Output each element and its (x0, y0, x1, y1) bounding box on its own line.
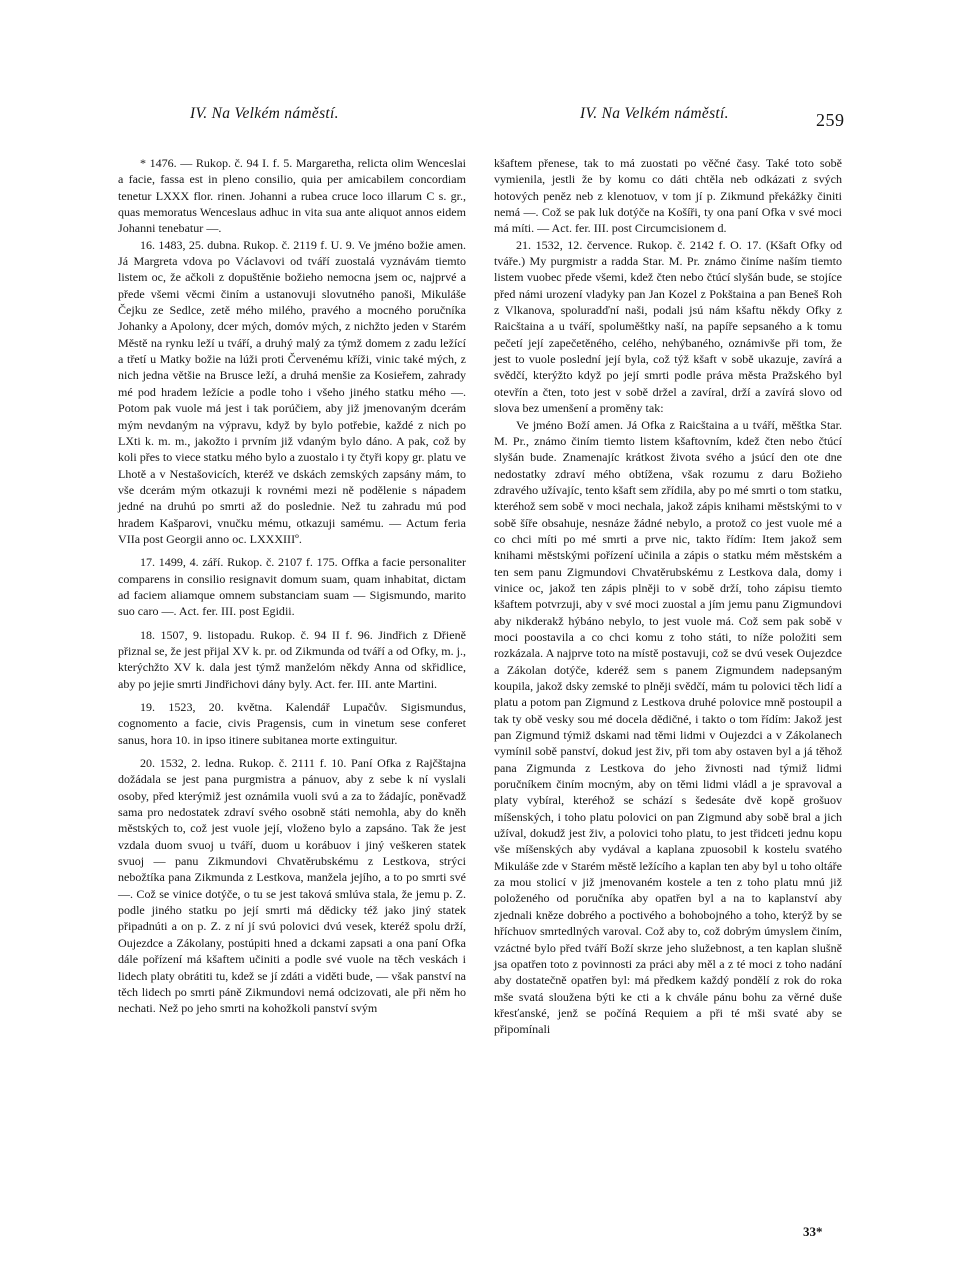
left-column (118, 155, 466, 1017)
entry-paragraph: 16. 1483, 25. dubna. Rukop. č. 2119 f. U. 9. Ve jméno božie amen. Já Margreta vdova po Václavovi od tváří zuostalá vyznávám tiemto listem oc, že ačkoli z dopuštěnie božieho nemocna jsem oc, najprvé a přede všemi věcmi činím a ustanovuji slovutného panoši, Mikuláše Čejku ze Sedlce, zetě mého milého, pravého a mocného poručníka Johanky a Apolony, dcer mých, domóv mých, z nichžto jeden v Starém Městě na rynku leží u tváří, a druhý malý za týmž domem z zadu ležící a třetí u Matky božie na lúži proti Červenému kříži, vinic také mých, z nich jedna většie na Brusce leží, a druhá menšie za Kosieřem, zahrady mé pod hradem ležície a podle toho i všeho jiného statku mého —. Potom pak vuole má jest i tak porúčiem, aby již jmenovaným dcerám mým nevdaným na výpravu, když by bylo potřebie, každé z nich po LXti k. m. m., jakožto i prvním již vdaným bylo dáno. A pak, což by koli přes to viece statku mého bylo a zuostalo i ty čtyři kopy gr. platu ve Lhotě a v Nestašovicích, kteréž ve dskách zemských zapsány mám, to vše dcerám mým otkazuji k rovnémi mezi ně podělenie s nápadem jedné na druhú po smrti až do poslednie. Než tu zahradu mú pod hradem Kašparovi, vnučku mému, otkazuji samému. — Actum feria VIIa post Georgii anno oc. LXXXIIIº. (118, 237, 466, 546)
entry-paragraph: 20. 1532, 2. ledna. Rukop. č. 2111 f. 10. Paní Ofka z Rajčštajna dožádala se jest pana purgmistra a pánuov, aby z sebe k ní vyslali osoby, před kterýmiž jest oznámila vuoli svú a za to žádajíc, poněvadž sama pro nedostatek zdraví svého osobně státi nemohla, aby do kněh městských to, což jest vuole její, vloženo bylo a zapsáno. Tak že jest vzdala duom svuoj u tváří, duom u korábuov i jiný veškeren statek svuoj — panu Zikmundovi Chvatěrubskému z Lestkova, strýci nebožtíka pana Zikmunda z Lestkova, manžela jejího, a to po smrti své —. Což se vinice dotýče, o tu se jest taková smlúva stala, že jemu p. Z. podle jiného statku po její smrti má dědicky též jako jiný statek připadnúti a on p. Z. z ní jí svú polovici dvú vesek, kteréž spolu drží, Oujezdce a Zákolany, postúpiti hned a dckami zapsati a ona paní Ofka dále pořízení má kšaftem učiniti a podle své vuole na těch veskách i lidech platy obrátiti tu, kdež se jí zdáti a viděti bude, — však panství na těch lidech po smrti páně Zikmundovi nemá odcizovati, ale při něm ho nechati. Než po jeho smrti na kohožkoli panství svým (118, 756, 466, 1016)
entry-paragraph: 18. 1507, 9. listopadu. Rukop. č. 94 II f. 96. Jindřich z Dřieně přiznal se, že jest přijal XV k. pr. od Zikmunda od tváří a od Ofky, m. j., kterýchžto XV k. dala jest týmž manželóm někdy Anna od skřidlice, aby po jejie smrti Jindřichovi dány byly. Act. fer. III. ante Martini. (118, 627, 466, 691)
entry-paragraph: 17. 1499, 4. září. Rukop. č. 2107 f. 175. Offka a facie personaliter comparens in consilio resignavit domum suam, quam inhabitat, dictam ad faciem aliamque omnem substanciam suam — Sigismundo, marito suo caro —. Act. fer. III. post Egidii. (118, 555, 466, 619)
entry-paragraph: Ve jméno Boží amen. Já Ofka z Raicštaina a u tváří, měštka Star. M. Pr., známo činím tiemto listem kšaftovním, kdež čten nebo čtúcí slyšán bude. Znamenajíc krátkost života svého a jsúcí den ote dne nedostatky zdraví mého obtížena, však rozumu z daru Božieho zdravého užívajíc, tento kšaft sem zřídila, aby po mé smrti o tom statku, kteréhož sem sobě v moci nechala, jakož zápis knihami městskými to v sobě šíře obsahuje, nesnáze žádné nebylo, a protož co jest vuole mé a co chci míti po mé smrti a prve nic, takto řídím: Item jakož sem knihami městskými pořízení učinila a zápis o statku mém městském a ten sem panu Zigmundovi Chvatěrubskému z Lestkova dala, domy i vinice oc, jakož ten zápis plněji to v sobě drží, toho zápisu tiemto kšaftem potvrzuji, aby v své moci zuostal a jím jemu panu Zigmundovi aby nikderakž hýbáno nebylo, to jest vuole má. Což sem pak sobě v moci poostavila a co chci komu z toho státi, to níže položiti sem rozkázala. A najprve toto na místě postavuji, což se dvú vesek Oujezdce a Zákolan dotýče, kderéž sem s panem Zigmundem nadepsaným koupila, jakož dsky zemské to plněji svědčí, mám tu polovici těch lidí a platu a potom pan Zigmund z Lestkova druhé polovice mně postoupil a tak ty obě vesky sou mé docela dědičné, i takto o tom řídím: Jakož jest pan Zigmund týmiž dskami nad těmi lidmi v Oujezdci a v Zákolanech vymínil sobě panství, dokud jest živ, při tom aby ostaven byl a já těhož pana Zigmunda z Lestkova do jeho živnosti nad týmiž lidmi poručníkem činím mocným, aby on těmi lidmi vládl a je spravoval a platy vybíral, kteréhož se schází s šedesáte dvě kopě grošuov míšenských, i toho platu polovici on pan Zigmund aby sobě bral a jich užíval, dokudž jest živ, a polovici toho platu, to jest třidceti jednu kopu vše míšenských aby vydával a kaplana zpuosobil k kostelu svatého Mikuláše zde v Starém městě ležícího a kaplan ten aby byl u toho oltáře za mou stolicí v již jmenovaném kostele a ten z toho platu mnú již položeného od poručníka aby opatřen byl a na to kaplanství aby zjednali kněze dobrého a poctivého a bohobojného a toho, kterýž by se hříchuov smrtedlných varoval. Což aby to, což dobrým úmyslem činím, vzáctné bylo před tváří Boží skrze jeho služebnost, a ten kaplan slušně jsa opatřen toto z povinnosti za práci aby měl a z té moci z toho nadání aby dostatečně opatřen byl: má předkem každý pondělí z rok do roka mše svatá sloužena býti ke cti a k chvále pánu bohu za věrné duše křesťanské, jenž se počíná Requiem a při té mši svaté aby se připomínali (494, 417, 842, 1037)
signature-mark: 33* (803, 1224, 823, 1239)
entry-paragraph: kšaftem přenese, tak to má zuostati po věčné časy. Také toto sobě vymienila, jestli že by komu co dáti chtěla neb odkázati z svých hotových peněz neb z klenotuov, v tom jí p. Zikmund překážky činiti nemá —. Což se pak luk dotýče na Košíři, ty ona paní Ofka v své moci má míti. — Act. fer. III. post Circumcisionem d. (494, 156, 842, 236)
entry-paragraph: 19. 1523, 20. května. Kalendář Lupačův. Sigismundus, cognomento a facie, civis Pragensis, cum in vinetum sese conferet sanus, hora 10. in ipso itinere subitanea morte extinguitur. (118, 700, 466, 747)
right-column (494, 155, 842, 1038)
running-header-right: IV. Na Velkém náměstí. (580, 105, 729, 122)
entry-paragraph: 21. 1532, 12. července. Rukop. č. 2142 f. O. 17. (Kšaft Ofky od tváře.) My purgmistr a radda Star. M. Pr. známo činíme naším tiemto listem vuobec přede všemi, kdež čten nebo čtúcí slyšán bude, se stojíce před námi urození vladyky pan Jan Kozel z Pokštaina a pan Beneš Roh z Vlkanova, spoluradďní naši, podali jsú nám kšaftu někdy Ofky z Raicštaina a u tváří, spoluměštky naší, na papíře sepsaného a k tomu pečetí její zapečetěného, celého, nehýbaného, oznámivše při tom, že jest to vuole poslední její byla, což týž kšaft v sobě ukazuje, zavírá a svědčí, kterýžto když po její smrti podle práva města Pražského byl otevřín a čten, toto jest v sobě držel a zavíral, drží a zavírá slovo od slova bez umenšení a proměny tak: (494, 237, 842, 416)
page-number: 259 (816, 110, 845, 130)
entry-paragraph: * 1476. — Rukop. č. 94 I. f. 5. Margaretha, relicta olim Wenceslai a facie, fassa est in pleno consilio, quia per amicabilem concordiam tenetur LXXX flor. rinen. Johanni a rubea cruce loco illarum C s. gr., quas memoratus Wenceslaus adhuc in vita sua ante aliquot annos eidem Johanni tenebatur —. (118, 156, 466, 236)
running-header-left: IV. Na Velkém náměstí. (190, 105, 339, 122)
